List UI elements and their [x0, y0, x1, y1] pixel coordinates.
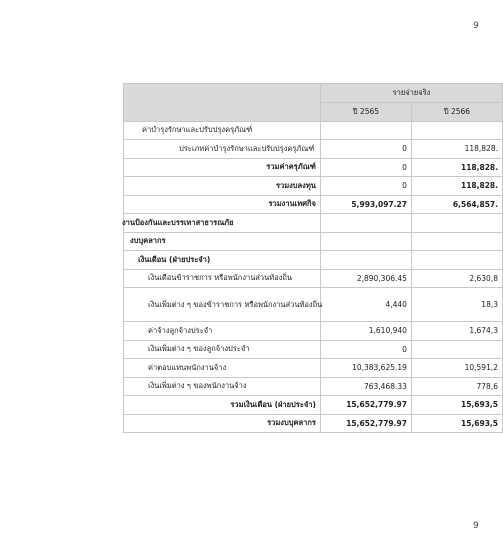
- page-number-top: 9: [473, 21, 479, 31]
- row-value-2566: 118,828.: [411, 177, 502, 196]
- table-row: [124, 269, 503, 288]
- row-value-2566: 2,630,8: [411, 269, 502, 288]
- row-value-2565: 15,652,779.97: [320, 396, 411, 415]
- table-row: [124, 396, 503, 415]
- row-label-total: รวมงบบุคลากร: [124, 414, 321, 433]
- row-value-2566: 10,591,2: [411, 359, 502, 378]
- row-label: เงินเพิ่มต่าง ๆ ของพนักงานจ้าง: [124, 377, 321, 396]
- row-value-2565: 10,383,625.19: [320, 359, 411, 378]
- row-value-2566: 15,693,5: [411, 414, 502, 433]
- row-value-2565: [320, 214, 411, 233]
- row-label: ค่าบำรุงรักษาและปรับปรุงครุภัณฑ์: [124, 121, 321, 140]
- row-value-2565: 1,610,940: [320, 322, 411, 341]
- row-value-2566: 118,828.: [411, 158, 502, 177]
- row-label: เงินเพิ่มต่าง ๆ ของข้าราชการ หรือพนักงานส่วนท้องถิ่น: [124, 288, 321, 322]
- page-number-bottom: 9: [473, 521, 479, 531]
- row-value-2565: 763,468.33: [320, 377, 411, 396]
- header-corner-cell: [124, 84, 321, 122]
- row-value-2565: 2,890,306.45: [320, 269, 411, 288]
- row-value-2566: 18,3: [411, 288, 502, 322]
- row-value-2565: 0: [320, 177, 411, 196]
- row-label: งบบุคลากร: [124, 232, 321, 251]
- table-row: [124, 177, 503, 196]
- row-label-total: รวมงานเทศกิจ: [124, 195, 321, 214]
- row-value-2565: 0: [320, 140, 411, 159]
- table-row: [124, 232, 503, 251]
- row-value-2565: 0: [320, 340, 411, 359]
- table-row: [124, 158, 503, 177]
- row-label-total: รวมค่าครุภัณฑ์: [124, 158, 321, 177]
- table-row: [124, 140, 503, 159]
- row-label: ประเภทค่าบำรุงรักษาและปรับปรุงครุภัณฑ์: [124, 140, 321, 159]
- table-row: [124, 251, 503, 270]
- row-value-2565: 4,440: [320, 288, 411, 322]
- table-row: [124, 322, 503, 341]
- row-value-2566: 15,693,5: [411, 396, 502, 415]
- row-label: เงินเพิ่มต่าง ๆ ของลูกจ้างประจำ: [124, 340, 321, 359]
- table-row: [124, 121, 503, 140]
- row-label: เงินเดือนข้าราชการ หรือพนักงานส่วนท้องถิ่น: [124, 269, 321, 288]
- row-label-total: รวมงบลงทุน: [124, 177, 321, 196]
- row-value-2566: 778,6: [411, 377, 502, 396]
- table-row: [124, 359, 503, 378]
- table-row: [124, 414, 503, 433]
- table-row: [124, 288, 503, 322]
- section-label: งานป้องกันและบรรเทาสาธารณภัย: [122, 218, 234, 227]
- actual-expense-header: รายจ่ายจริง: [320, 84, 502, 103]
- row-value-2566: [411, 232, 502, 251]
- budget-table: [123, 83, 503, 433]
- row-label: ค่าตอบแทนพนักงานจ้าง: [124, 359, 321, 378]
- table-row: [124, 214, 503, 233]
- row-label: เงินเดือน (ฝ่ายประจำ): [124, 251, 321, 270]
- row-value-2565: [320, 251, 411, 270]
- row-value-2566: 118,828.: [411, 140, 502, 159]
- row-label: ค่าจ้างลูกจ้างประจำ: [124, 322, 321, 341]
- table-row: [124, 377, 503, 396]
- row-label-total: รวมเงินเดือน (ฝ่ายประจำ): [124, 396, 321, 415]
- section-label-cell: [124, 214, 321, 233]
- table-row: [124, 195, 503, 214]
- row-value-2565: 0: [320, 158, 411, 177]
- year-header-2565: ปี 2565: [320, 103, 411, 122]
- row-value-2566: [411, 121, 502, 140]
- row-value-2566: [411, 214, 502, 233]
- row-value-2565: 5,993,097.27: [320, 195, 411, 214]
- row-value-2566: 1,674,3: [411, 322, 502, 341]
- row-value-2565: 15,652,779.97: [320, 414, 411, 433]
- table-row: [124, 340, 503, 359]
- row-value-2566: [411, 340, 502, 359]
- row-value-2565: [320, 121, 411, 140]
- year-header-2566: ปี 2566: [411, 103, 502, 122]
- row-value-2566: [411, 251, 502, 270]
- row-value-2565: [320, 232, 411, 251]
- row-value-2566: 6,564,857.: [411, 195, 502, 214]
